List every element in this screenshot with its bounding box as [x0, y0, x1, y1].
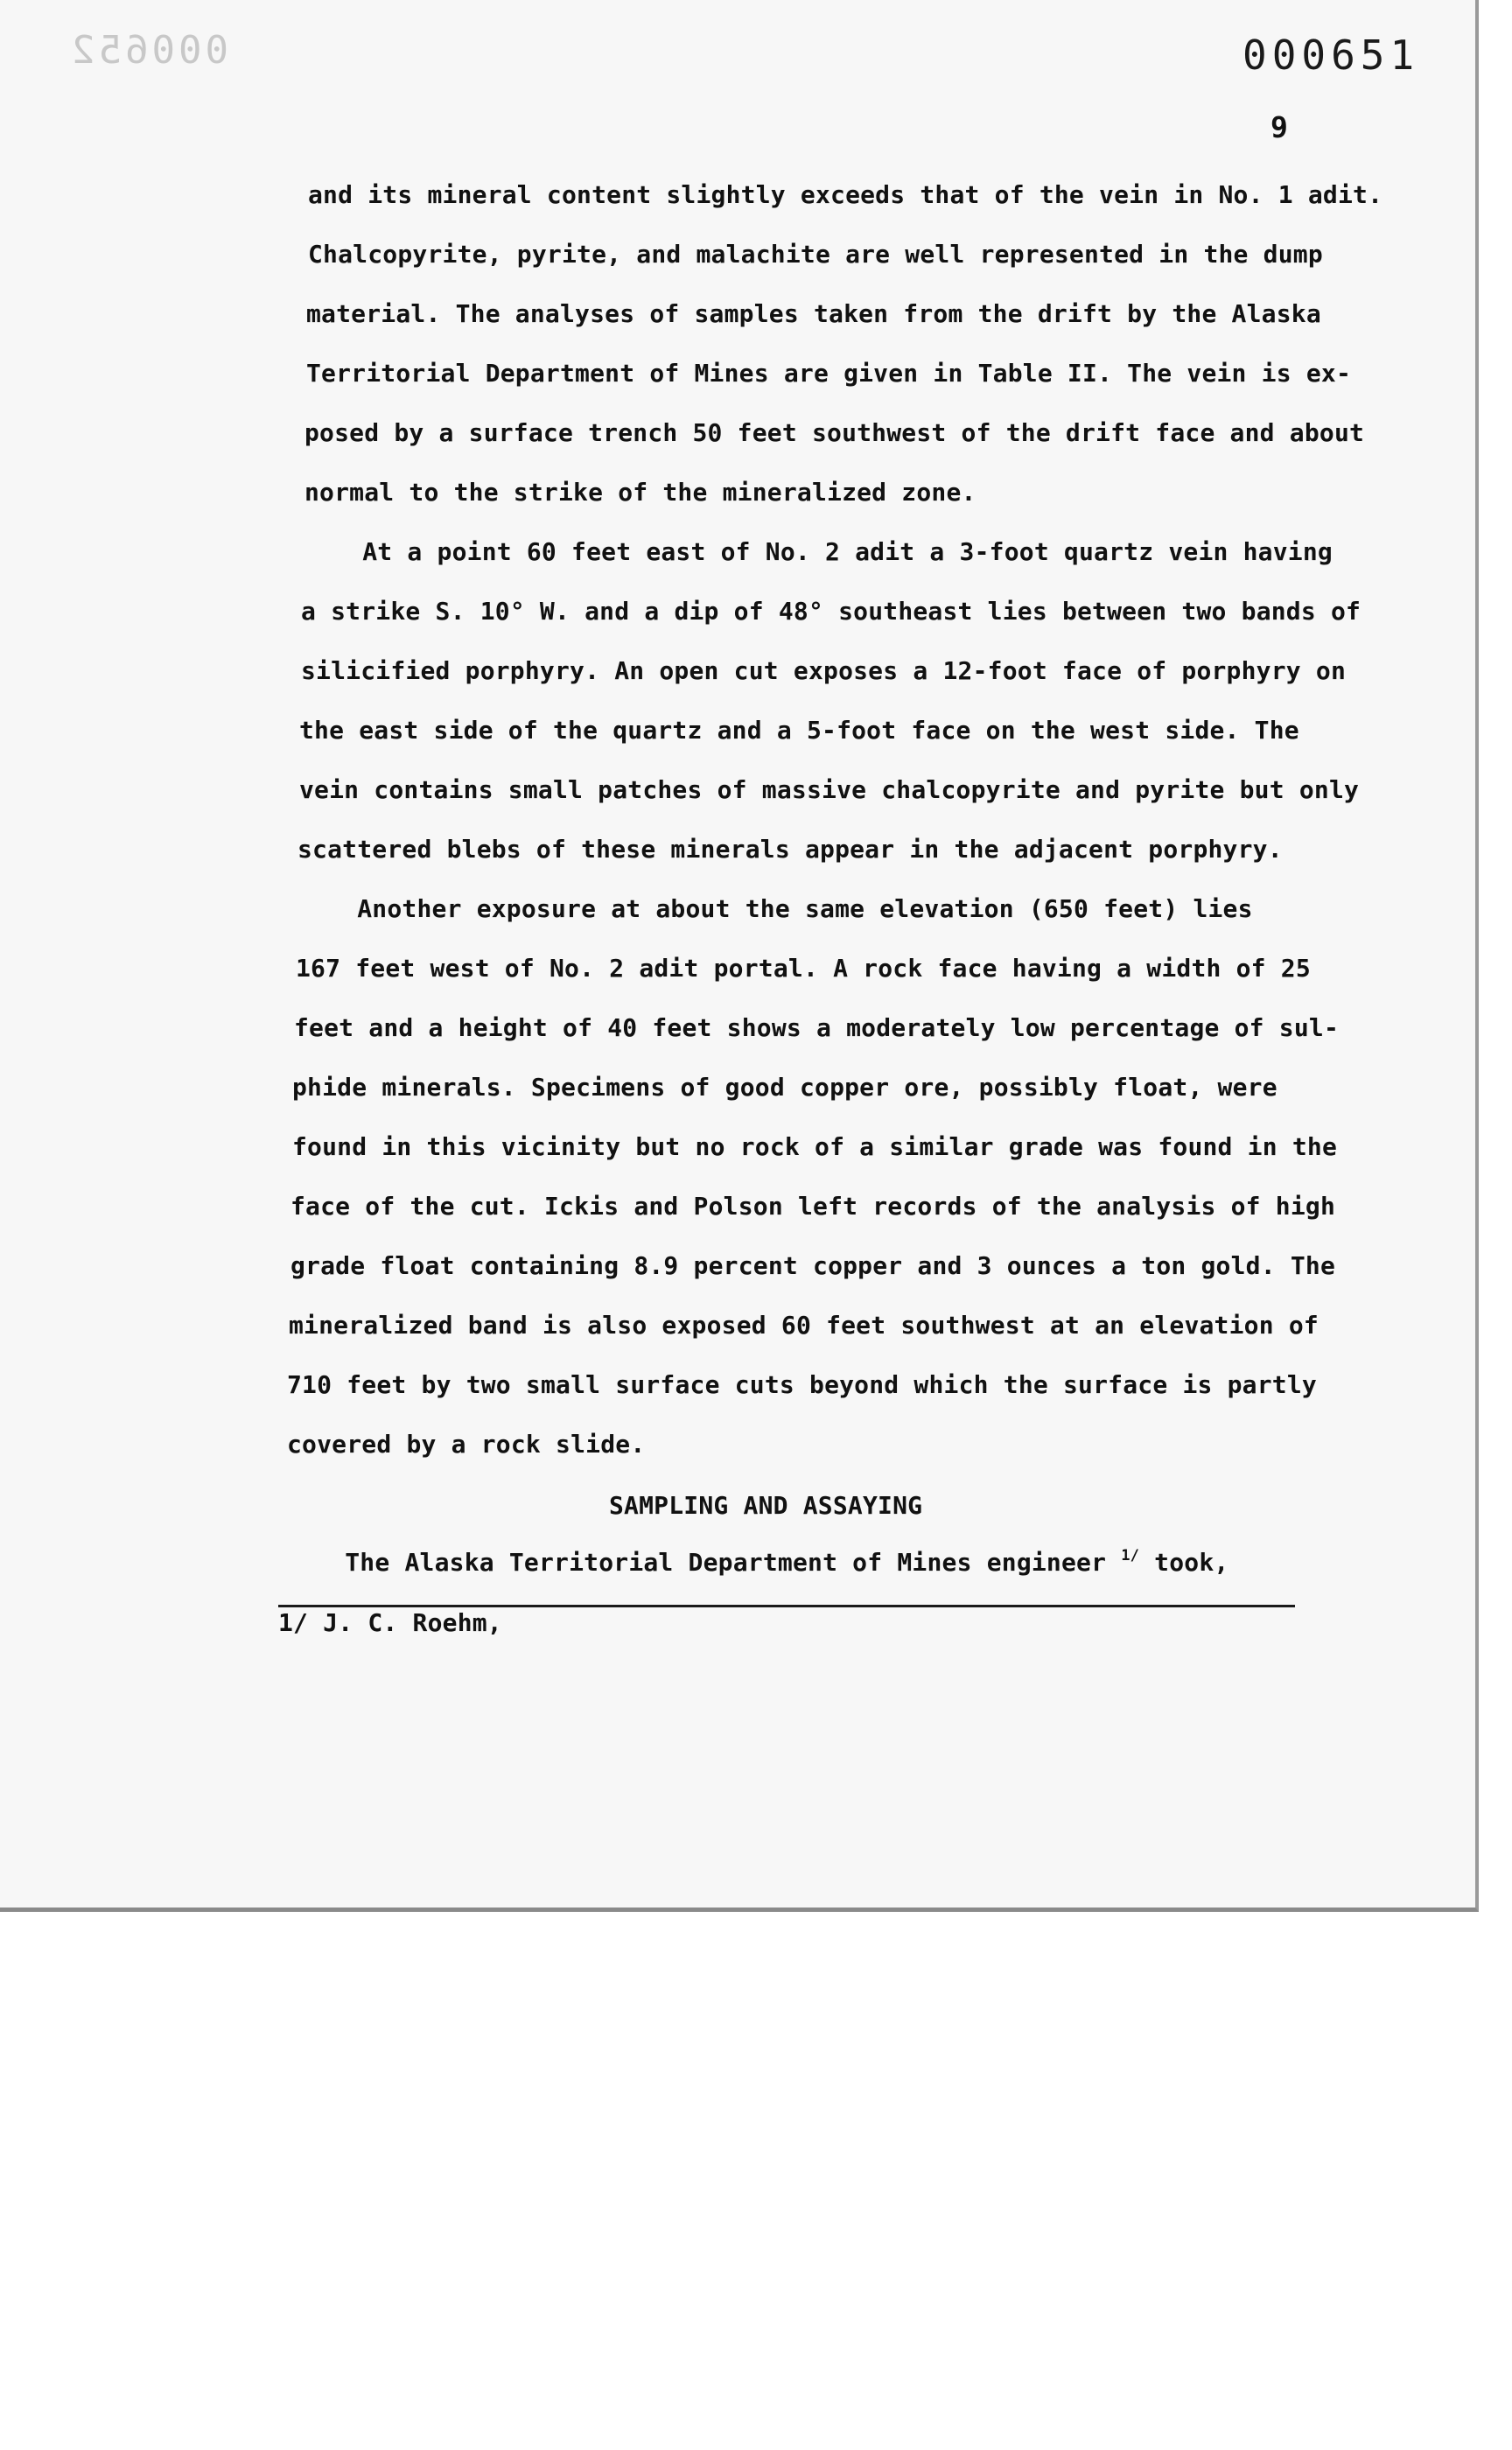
body-line: At a point 60 feet east of No. 2 adit a 3-foot quartz vein having: [303, 537, 1333, 566]
body-line: face of the cut. Ickis and Polson left records of the analysis of high: [290, 1192, 1336, 1221]
body-line: a strike S. 10° W. and a dip of 48° southeast lies between two bands of: [301, 597, 1362, 626]
body-line: silicified porphyry. An open cut exposes a 12-foot face of porphyry on: [301, 656, 1347, 685]
body-line: found in this vicinity but no rock of a similar grade was found in the: [292, 1132, 1338, 1161]
footnote-text: 1/ J. C. Roehm,: [278, 1608, 502, 1637]
body-line: material. The analyses of samples taken from the drift by the Alaska: [306, 299, 1321, 328]
body-line: 710 feet by two small surface cuts beyond which the surface is partly: [287, 1370, 1317, 1399]
body-line: Chalcopyrite, pyrite, and malachite are well represented in the dump: [308, 240, 1323, 269]
body-line: 167 feet west of No. 2 adit portal. A rock face having a width of 25: [296, 954, 1311, 983]
body-line: scattered blebs of these minerals appear in the adjacent porphyry.: [298, 835, 1283, 864]
body-line: posed by a surface trench 50 feet southwest of the drift face and about: [304, 418, 1365, 447]
body-line: normal to the strike of the mineralized zone.: [304, 478, 976, 507]
page-number: 9: [1270, 110, 1288, 144]
body-line: vein contains small patches of massive chalcopyrite and pyrite but only: [299, 775, 1360, 804]
footnote-divider: [278, 1605, 1295, 1607]
body-line: Another exposure at about the same elevation (650 feet) lies: [298, 894, 1253, 923]
body-line: feet and a height of 40 feet shows a moderately low percentage of sul-: [294, 1013, 1340, 1042]
body-line: covered by a rock slide.: [287, 1430, 646, 1459]
body-line: The Alaska Territorial Department of Mines engineer $^{1/}$ took,: [285, 1547, 1229, 1577]
body-line: and its mineral content slightly exceeds that of the vein in No. 1 adit.: [308, 180, 1383, 209]
section-heading: SAMPLING AND ASSAYING: [609, 1491, 923, 1520]
body-line: grade float containing 8.9 percent copper and 3 ounces a ton gold. The: [290, 1251, 1336, 1280]
archive-stamp-number: 000651: [1242, 32, 1420, 79]
footnote-reference: 1/: [1121, 1547, 1140, 1564]
body-line: the east side of the quartz and a 5-foot face on the west side. The: [299, 716, 1299, 745]
body-line: phide minerals. Specimens of good copper ore, possibly float, were: [292, 1073, 1278, 1102]
body-line: Territorial Department of Mines are given in Table II. The vein is ex-: [306, 359, 1352, 388]
body-line: mineralized band is also exposed 60 feet southwest at an elevation of: [289, 1311, 1319, 1340]
bleed-through-stamp: 000652: [68, 28, 228, 73]
